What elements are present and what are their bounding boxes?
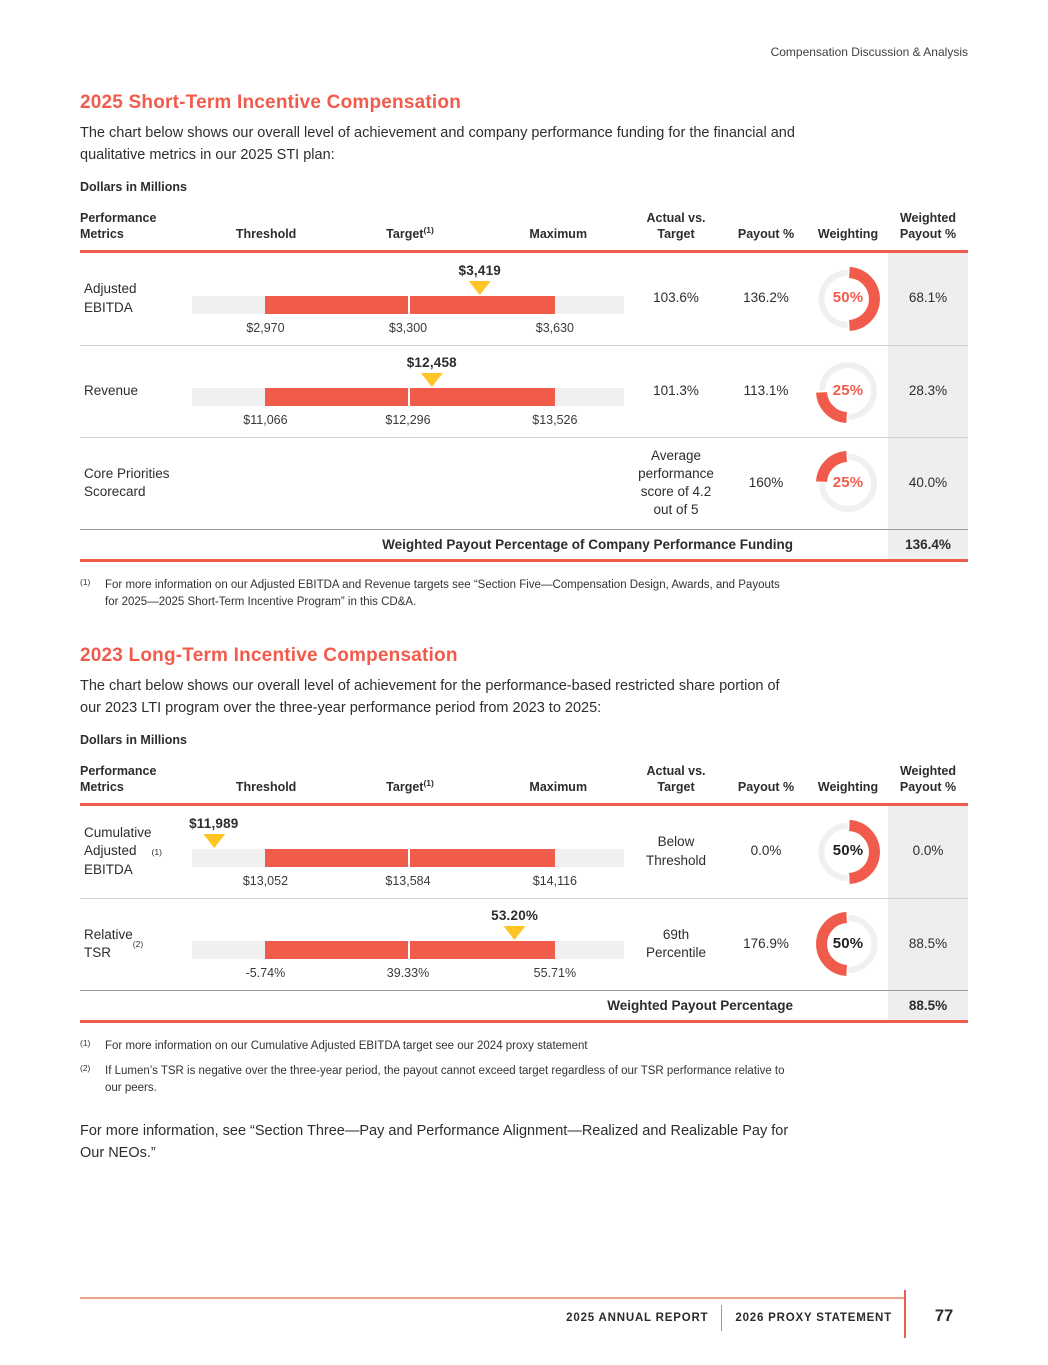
table-row bbox=[80, 253, 968, 345]
weighting-cell bbox=[808, 899, 888, 990]
units-label: Dollars in Millions bbox=[80, 732, 187, 747]
col-header-actual-vs-target: Actual vs. Target bbox=[646, 764, 706, 795]
metric-label: Core Priorities Scorecard bbox=[84, 465, 170, 499]
weighted-payout-value: 88.5% bbox=[888, 899, 968, 990]
bar-ticks bbox=[192, 870, 624, 888]
weighting-donut bbox=[815, 819, 881, 885]
col-header-maximum: Maximum bbox=[529, 227, 588, 242]
footnote bbox=[80, 1063, 968, 1098]
closing-paragraph: For more information, see “Section Three—Pay and Performance Alignment—Realized and Realizable Pay for Our NEOs.” bbox=[80, 1123, 789, 1161]
marker-triangle-icon bbox=[504, 926, 526, 940]
weighting-cell bbox=[808, 346, 888, 437]
total-label: Weighted Payout Percentage bbox=[607, 997, 793, 1013]
compensation-table bbox=[80, 209, 968, 562]
bar-marker bbox=[189, 815, 238, 848]
bar-track bbox=[192, 941, 624, 959]
col-header-threshold: Threshold bbox=[235, 227, 297, 242]
col-header-performance-metrics: Performance Metrics bbox=[80, 764, 157, 795]
col-header-performance-metrics: Performance Metrics bbox=[80, 211, 157, 242]
metric-label: Revenue bbox=[84, 382, 139, 398]
col-header-weighting: Weighting bbox=[817, 227, 879, 242]
actual-vs-target-value: 101.3% bbox=[653, 382, 699, 398]
col-header-target: Target$^{(1)}$ bbox=[386, 778, 434, 795]
weighted-payout-value: 68.1% bbox=[888, 253, 968, 345]
weighting-value: 50% bbox=[832, 842, 864, 860]
tick-label: $11,066 bbox=[243, 413, 288, 427]
bar-chart bbox=[189, 815, 628, 889]
tick-label: $13,526 bbox=[532, 413, 578, 427]
bar-chart bbox=[192, 262, 628, 336]
weighting-donut bbox=[815, 911, 881, 977]
table-total-row bbox=[80, 990, 968, 1020]
metric-label: Adjusted EBITDA bbox=[84, 281, 137, 315]
weighting-cell bbox=[808, 806, 888, 898]
tick-label: $3,630 bbox=[535, 320, 574, 335]
tick-label: $2,970 bbox=[246, 320, 285, 335]
achievement-bar-cell bbox=[189, 806, 628, 898]
bar-ticks bbox=[192, 962, 624, 980]
col-header-weighted-payout: Weighted Payout % bbox=[899, 764, 957, 795]
actual-vs-target-value: 103.6% bbox=[653, 290, 699, 306]
table-header-row bbox=[80, 762, 968, 806]
bar-ticks bbox=[192, 409, 624, 427]
total-label: Weighted Payout Percentage of Company Performance Funding bbox=[382, 536, 793, 552]
table-total-row bbox=[80, 529, 968, 559]
footer-accent-divider bbox=[904, 1290, 906, 1338]
marker-triangle-icon bbox=[421, 373, 443, 387]
payout-value: 176.9% bbox=[743, 935, 789, 951]
weighting-cell bbox=[808, 253, 888, 345]
col-header-bar-scale bbox=[192, 762, 628, 796]
bar-track bbox=[192, 388, 624, 406]
payout-value: 136.2% bbox=[743, 290, 789, 306]
bar-marker bbox=[491, 907, 538, 940]
footer-proxy-label: 2026 PROXY STATEMENT bbox=[735, 1312, 892, 1324]
target-divider bbox=[408, 941, 410, 959]
footnote-text: For more information on our Adjusted EBITDA and Revenue targets see “Section Five—Compensation Design, Awards, and Payouts for 2025—2025 Short-Term Incentive Program” in this CD&A. bbox=[105, 578, 780, 608]
col-header-threshold: Threshold bbox=[235, 780, 297, 795]
table-row bbox=[80, 345, 968, 437]
marker-value: $12,458 bbox=[406, 355, 457, 370]
target-divider bbox=[408, 388, 410, 406]
units-label: Dollars in Millions bbox=[80, 179, 187, 194]
section-title: 2023 Long-Term Incentive Compensation bbox=[80, 645, 458, 666]
marker-value: 53.20% bbox=[491, 908, 539, 923]
running-header: Compensation Discussion & Analysis bbox=[770, 45, 968, 59]
footnotes bbox=[80, 577, 968, 612]
bar-chart bbox=[192, 907, 628, 981]
actual-vs-target-value: 69th Percentile bbox=[645, 926, 707, 960]
table-row bbox=[80, 437, 968, 529]
weighting-value: 25% bbox=[832, 381, 864, 399]
table-row bbox=[80, 898, 968, 990]
weighting-cell bbox=[808, 438, 888, 529]
tick-label: 39.33% bbox=[386, 966, 430, 980]
footnote-text: If Lumen’s TSR is negative over the three-year period, the payout cannot exceed target regardless of our TSR performance relative to our peers. bbox=[105, 1064, 785, 1094]
table-row bbox=[80, 806, 968, 898]
tick-label: $13,584 bbox=[385, 873, 431, 888]
tick-label: $13,052 bbox=[242, 873, 289, 888]
bar-marker bbox=[459, 262, 502, 295]
tick-label: 55.71% bbox=[533, 966, 577, 980]
marker-value: $3,419 bbox=[458, 262, 501, 278]
bar-track bbox=[192, 296, 624, 314]
payout-value: 160% bbox=[748, 474, 784, 490]
actual-vs-target-value: Average performance score of 4.2 out of 5 bbox=[638, 447, 714, 518]
footnote bbox=[80, 1038, 968, 1055]
tick-label: -5.74% bbox=[245, 966, 286, 980]
footer-rule bbox=[80, 1297, 904, 1299]
col-header-weighting: Weighting bbox=[817, 780, 879, 795]
weighted-payout-value: 40.0% bbox=[888, 438, 968, 529]
bar-ticks bbox=[192, 317, 624, 335]
page-content bbox=[80, 0, 968, 1165]
weighting-value: 50% bbox=[832, 934, 864, 952]
col-header-payout: Payout % bbox=[737, 780, 795, 795]
total-value: 136.4% bbox=[888, 530, 968, 559]
achievement-bar-cell bbox=[192, 899, 628, 990]
weighting-donut bbox=[815, 358, 881, 424]
section-1 bbox=[80, 92, 968, 611]
sections-container bbox=[80, 92, 968, 1097]
marker-value: $11,989 bbox=[189, 815, 239, 831]
target-divider bbox=[408, 849, 410, 867]
bar-chart bbox=[192, 354, 628, 428]
bar-fill bbox=[265, 388, 554, 406]
footer-divider bbox=[721, 1305, 722, 1331]
section-title: 2025 Short-Term Incentive Compensation bbox=[80, 92, 462, 113]
page-footer bbox=[0, 1305, 892, 1331]
bar-fill bbox=[265, 849, 554, 867]
footnote bbox=[80, 577, 968, 612]
footnotes bbox=[80, 1038, 968, 1098]
compensation-table bbox=[80, 762, 968, 1023]
bar-track bbox=[192, 849, 624, 867]
col-header-actual-vs-target: Actual vs. Target bbox=[646, 211, 706, 242]
weighting-donut bbox=[815, 450, 881, 516]
weighted-payout-value: 0.0% bbox=[888, 806, 968, 898]
col-header-weighted-payout: Weighted Payout % bbox=[899, 211, 957, 242]
footnote-text: For more information on our Cumulative Adjusted EBITDA target see our 2024 proxy statement bbox=[105, 1039, 588, 1052]
actual-vs-target-value: Below Threshold bbox=[645, 834, 707, 868]
achievement-bar-cell bbox=[192, 346, 628, 437]
section-intro: The chart below shows our overall level of achievement and company performance funding for the financial and qualitative metrics in our 2025 STI plan: bbox=[80, 125, 795, 163]
tick-label: $3,300 bbox=[388, 320, 428, 335]
target-divider bbox=[408, 296, 410, 314]
weighting-donut bbox=[815, 266, 881, 332]
section-2 bbox=[80, 645, 968, 1097]
footnote-marker: (1) bbox=[80, 1037, 91, 1048]
marker-triangle-icon bbox=[469, 281, 491, 295]
achievement-bar-cell bbox=[192, 253, 628, 345]
weighting-value: 25% bbox=[832, 473, 864, 491]
footnote-marker: (2) bbox=[80, 1062, 91, 1073]
col-header-maximum: Maximum bbox=[529, 780, 588, 795]
payout-value: 0.0% bbox=[750, 843, 782, 859]
achievement-bar-cell bbox=[192, 438, 628, 529]
col-header-target: Target$^{(1)}$ bbox=[386, 225, 434, 242]
section-intro: The chart below shows our overall level of achievement for the performance-based restricted share portion of our 2023 LTI program over the three-year performance period from 2023 to 2025: bbox=[80, 678, 780, 716]
bar-fill bbox=[265, 941, 554, 959]
col-header-payout: Payout % bbox=[737, 227, 795, 242]
marker-triangle-icon bbox=[203, 834, 225, 848]
metric-label: Relative TSR (2) bbox=[84, 926, 144, 960]
table-header-row bbox=[80, 209, 968, 253]
weighted-payout-value: 28.3% bbox=[888, 346, 968, 437]
weighting-value: 50% bbox=[832, 289, 864, 307]
bar-fill bbox=[265, 296, 554, 314]
tick-label: $14,116 bbox=[532, 873, 578, 888]
footer-report-label: 2025 ANNUAL REPORT bbox=[566, 1312, 709, 1324]
total-value: 88.5% bbox=[888, 991, 968, 1020]
metric-label: Cumulative Adjusted EBITDA (1) bbox=[84, 825, 162, 877]
payout-value: 113.1% bbox=[743, 382, 789, 398]
col-header-bar-scale bbox=[192, 209, 628, 243]
footnote-marker: (1) bbox=[80, 576, 91, 587]
tick-label: $12,296 bbox=[385, 413, 431, 427]
page-number: 77 bbox=[934, 1307, 954, 1325]
bar-marker bbox=[407, 354, 457, 387]
